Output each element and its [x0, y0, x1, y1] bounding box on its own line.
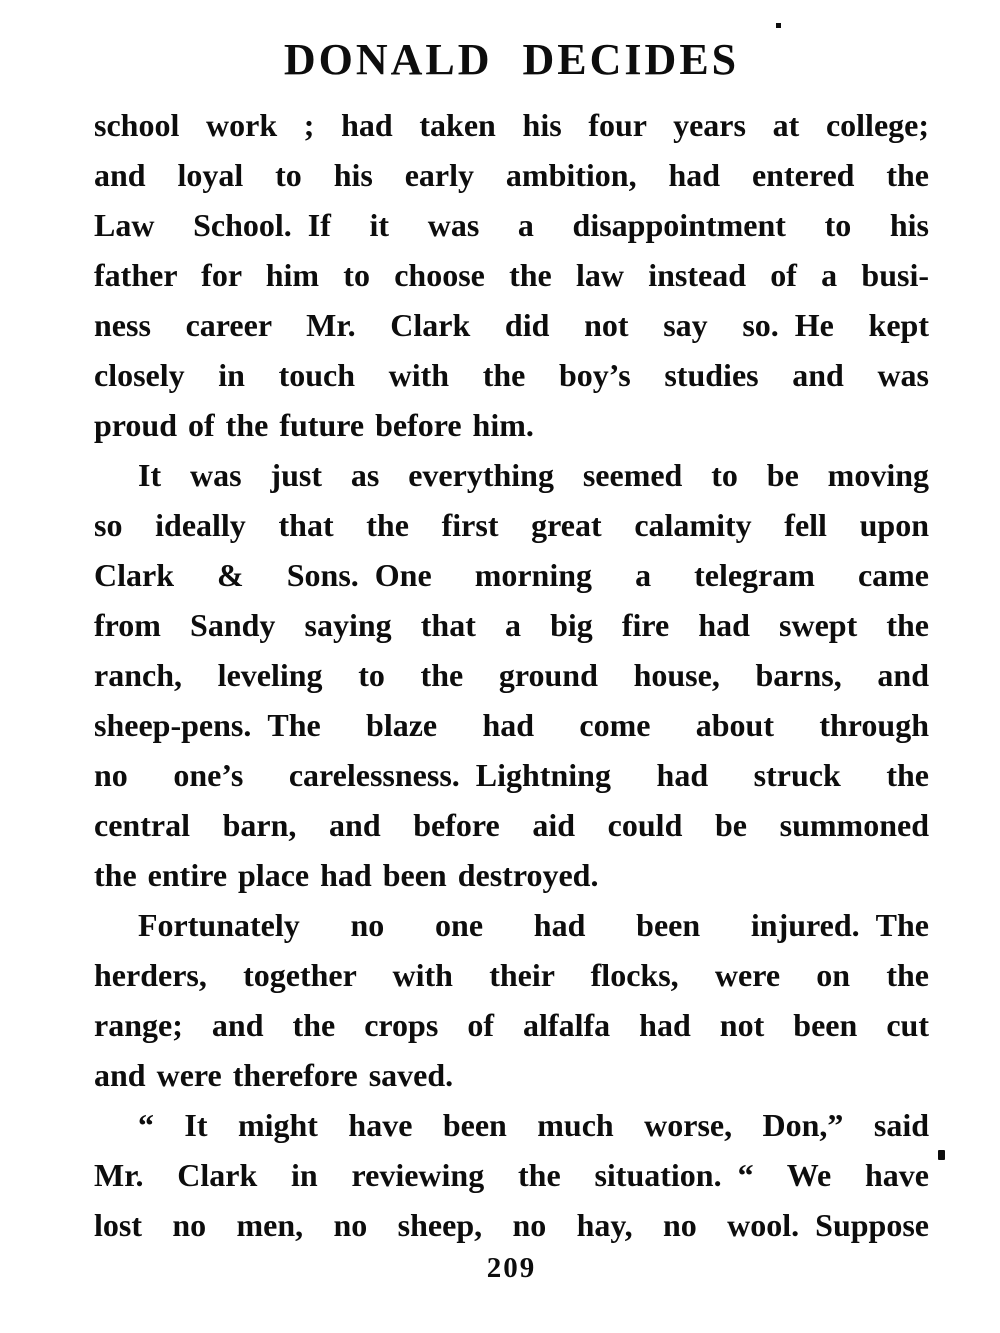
text-line: sheep-pens. The blaze had come about through [94, 707, 929, 743]
text-line: father for him to choose the law instead of a busi- [94, 257, 929, 293]
text-line: “ It might have been much worse, Don,” said [138, 1107, 929, 1143]
text-line: Mr. Clark in reviewing the situation. “ We have [94, 1157, 929, 1193]
text-line: Law School. If it was a disappointment to his [94, 207, 929, 243]
text-line: Clark & Sons. One morning a telegram came [94, 557, 929, 593]
text-line: central barn, and before aid could be summoned [94, 807, 929, 843]
text-line: It was just as everything seemed to be moving [138, 457, 929, 493]
text-line: ranch, leveling to the ground house, barns, and [94, 657, 929, 693]
text-line: lost no men, no sheep, no hay, no wool. Suppose [94, 1207, 929, 1243]
text-line: range; and the crops of alfalfa had not been cut [94, 1007, 929, 1043]
text-line: proud of the future before him. [94, 407, 534, 443]
text-line: no one’s carelessness. Lightning had struck the [94, 757, 929, 793]
body-text [94, 100, 929, 1250]
text-line: and were therefore saved. [94, 1057, 454, 1093]
text-line: from Sandy saying that a big fire had swept the [94, 607, 929, 643]
ink-mark-artifact [938, 1150, 945, 1160]
text-line: the entire place had been destroyed. [94, 857, 599, 893]
text-line: Fortunately no one had been injured. The [138, 907, 929, 943]
text-line: and loyal to his early ambition, had entered the [94, 157, 929, 193]
text-line: closely in touch with the boy’s studies and was [94, 357, 929, 393]
text-line: ness career Mr. Clark did not say so. He kept [94, 307, 929, 343]
page-title: DONALD DECIDES [283, 35, 740, 84]
ink-speck-artifact [776, 23, 781, 28]
text-line: school work ; had taken his four years at college; [94, 107, 929, 143]
page-number: 209 [486, 1252, 537, 1284]
text-line: so ideally that the first great calamity fell upon [94, 507, 929, 543]
text-line: herders, together with their flocks, were on the [94, 957, 929, 993]
